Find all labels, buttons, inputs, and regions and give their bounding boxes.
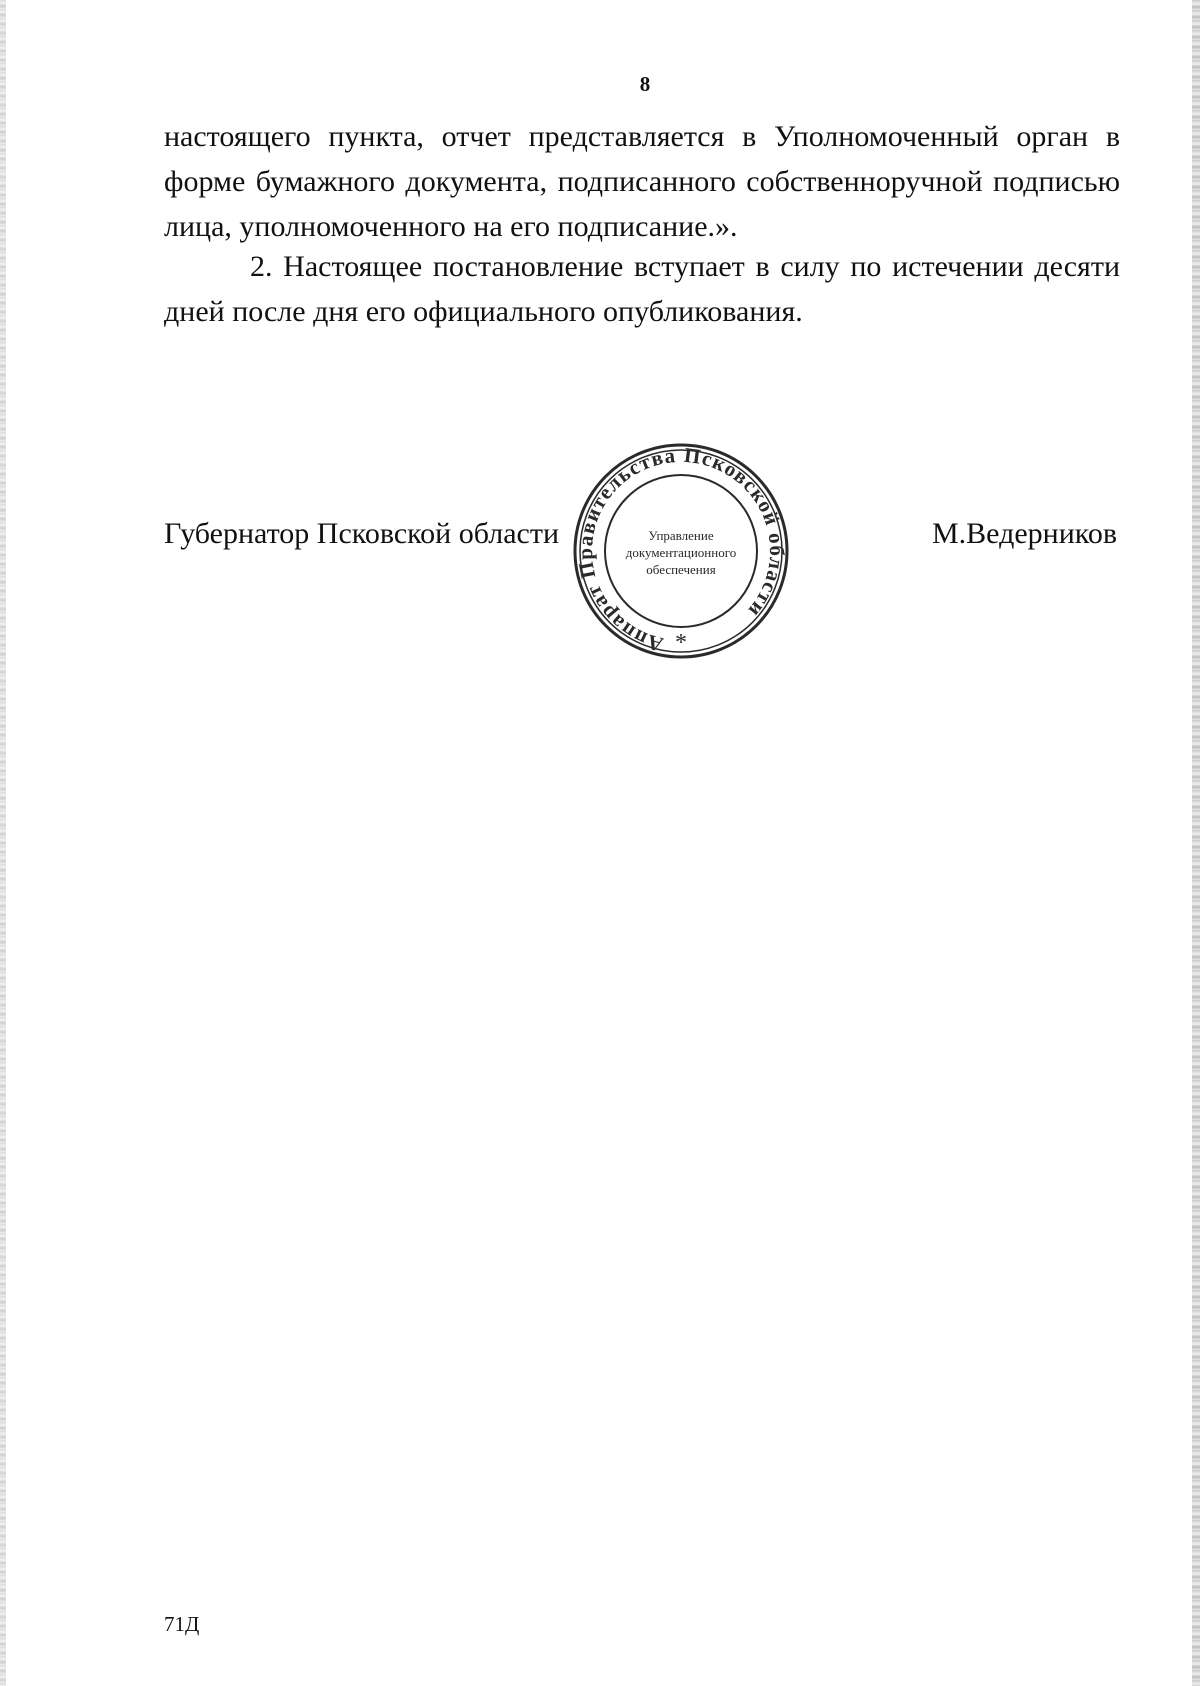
document-code: 71Д [164, 1612, 200, 1636]
signer-name: М.Ведерников [931, 517, 1117, 550]
official-seal [570, 440, 792, 662]
scan-edge-left [0, 0, 6, 1686]
seal-inner-line-2: документационного [625, 545, 737, 560]
seal-graphic [570, 440, 792, 662]
body-paragraph-1: настоящего пункта, отчет представляется в Уполномоченный орган в форме бумажного документа, подписанного собственноручной подписью лица, уполномоченного на его подписание.». [164, 120, 1120, 243]
seal-star-icon: * [675, 630, 687, 656]
page-number: 8 [639, 72, 651, 96]
seal-inner-line-3: обеспечения [646, 562, 716, 577]
seal-inner-line-1: Управление [648, 528, 714, 543]
body-paragraph-2: 2. Настоящее постановление вступает в силу по истечении десяти дней после дня его официального опубликования. [164, 250, 1120, 328]
signer-position: Губернатор Псковской области [164, 517, 560, 550]
seal-outer-text: Аппарат Правительства Псковской области [572, 442, 790, 658]
scan-edge-right [1192, 0, 1200, 1686]
